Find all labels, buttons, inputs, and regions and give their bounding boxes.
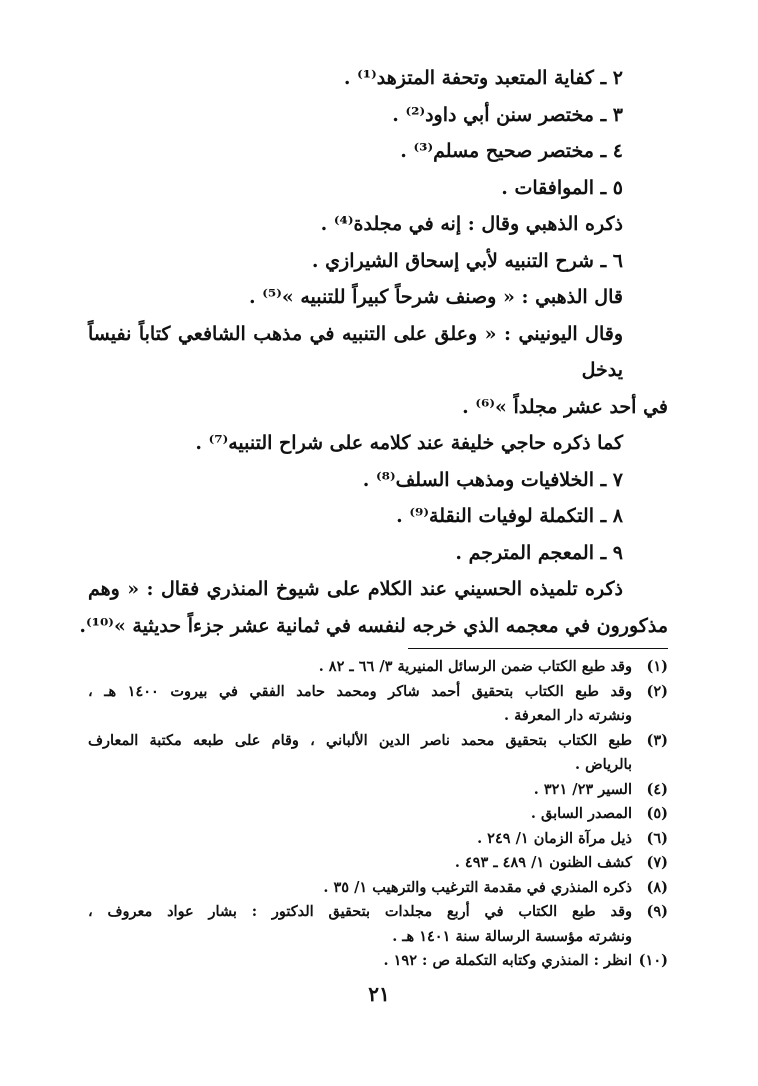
- footnote-number: (٨): [646, 878, 668, 896]
- text-line: كما ذكره حاجي خليفة عند كلامه على شراح التنبيه⁽⁷⁾ .: [195, 432, 623, 454]
- text-line: قال الذهبي : « وصنف شرحاً كبيراً للتنبيه »⁽⁵⁾ .: [249, 286, 623, 308]
- footnote: [88, 655, 668, 680]
- footnote-line: طبع الكتاب بتحقيق محمد ناصر الدين الألباني ، وقام على طبعه مكتبة المعارف: [88, 731, 632, 749]
- footnotes: [88, 655, 668, 974]
- footnote-line: ذكره المنذري في مقدمة الترغيب والترهيب ١/ ٣٥ .: [323, 878, 632, 896]
- footnote-text: [88, 851, 632, 876]
- footnote: [88, 851, 668, 876]
- footnote: [88, 802, 668, 827]
- text-line: في أحد عشر مجلداً »⁽⁶⁾ .: [462, 395, 668, 418]
- text-line: ٣ ـ مختصر سنن أبي داود⁽²⁾ .: [392, 103, 623, 126]
- footnote-text: [88, 778, 632, 803]
- text-line: ذكره تلميذه الحسيني عند الكلام على شيوخ المنذري فقال : « وهم: [88, 578, 623, 600]
- footnote-line: انظر : المنذري وكتابه التكملة ص : ١٩٢ .: [383, 952, 632, 969]
- footnote: [88, 876, 668, 901]
- footnote-number: (٩): [646, 903, 668, 920]
- main-text: [79, 60, 668, 644]
- footnote: [88, 729, 668, 778]
- footnote-line: ونشرته مؤسسة الرسالة سنة ١٤٠١ هـ .: [392, 927, 632, 945]
- footnote-text: [88, 827, 632, 852]
- footnote-text: [88, 876, 632, 901]
- footnote-text: [88, 680, 632, 729]
- footnote: [88, 680, 668, 729]
- text-line: ٧ ـ الخلافيات ومذهب السلف⁽⁸⁾ .: [362, 468, 623, 491]
- footnote-text: [88, 729, 632, 778]
- footnote-line: وقد طبع الكتاب في أربع مجلدات بتحقيق الدكتور : بشار عواد معروف ،: [88, 903, 632, 920]
- text-line: وقال اليونيني : « وعلق على التنبيه في مذهب الشافعي كتاباً نفيساً يدخل: [88, 322, 623, 381]
- footnote-line: السير ٢٣/ ٣٢١ .: [533, 780, 632, 798]
- text-line: ٤ ـ مختصر صحيح مسلم⁽³⁾ .: [400, 140, 623, 162]
- text-line: ذكره الذهبي وقال : إنه في مجلدة⁽⁴⁾ .: [320, 213, 623, 235]
- footnote-number: (٢): [646, 682, 668, 700]
- footnote-line: بالرياض .: [575, 756, 632, 773]
- page-content: [79, 60, 668, 974]
- footnote-number: (٤): [646, 780, 668, 798]
- footnote: [88, 949, 668, 974]
- footnote: [88, 900, 668, 949]
- footnote-line: ذيل مرآة الزمان ١/ ٢٤٩ .: [477, 829, 632, 847]
- footnote-text: [88, 949, 632, 974]
- text-line: ٦ ـ شرح التنبيه لأبي إسحاق الشيرازي .: [311, 249, 623, 272]
- footnote-line: ونشرته دار المعرفة .: [504, 707, 632, 724]
- footnote-line: كشف الظنون ١/ ٤٨٩ ـ ٤٩٣ .: [454, 854, 632, 871]
- footnote-number: (٦): [646, 829, 668, 847]
- footnote-line: وقد طبع الكتاب بتحقيق أحمد شاكر ومحمد حامد الفقي في بيروت ١٤٠٠ هـ ،: [88, 682, 632, 700]
- footnote-line: المصدر السابق .: [530, 805, 632, 822]
- footnote-number: (٣): [646, 731, 668, 749]
- text-line: ٢ ـ كفاية المتعبد وتحفة المتزهد⁽¹⁾ .: [343, 67, 623, 89]
- text-line: ٥ ـ الموافقات .: [501, 176, 623, 199]
- footnote-text: [88, 900, 632, 949]
- footnote: [88, 778, 668, 803]
- footnote-text: [88, 655, 632, 680]
- footnote-line: وقد طبع الكتاب ضمن الرسائل المنيرية ٣/ ٦٦ ـ ٨٢ .: [318, 658, 632, 675]
- footnote-separator: [408, 648, 668, 649]
- footnote-number: (١٠): [638, 952, 668, 969]
- text-line: مذكورون في معجمه الذي خرجه لنفسه في ثمانية عشر جزءاً حديثية »⁽¹⁰⁾.: [79, 614, 668, 637]
- footnote-text: [88, 802, 632, 827]
- footnote-number: (٧): [646, 854, 668, 871]
- page-number: ٢١: [368, 982, 390, 1006]
- text-line: ٩ ـ المعجم المترجم .: [455, 541, 623, 564]
- footnote: [88, 827, 668, 852]
- text-line: ٨ ـ التكملة لوفيات النقلة⁽⁹⁾ .: [396, 505, 623, 527]
- footnote-number: (١): [646, 658, 668, 675]
- footnote-number: (٥): [646, 805, 668, 822]
